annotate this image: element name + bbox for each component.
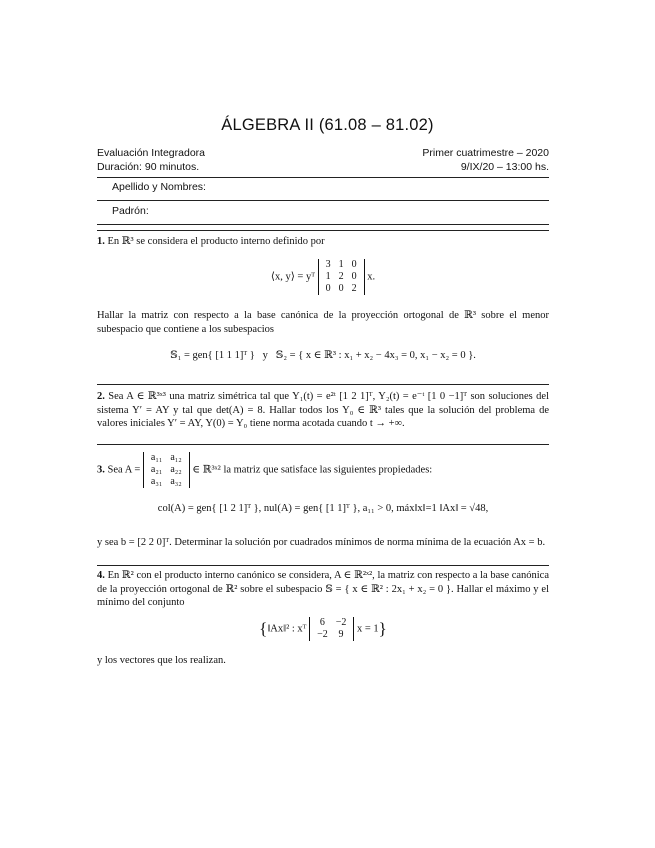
- evaluation-type: Evaluación Integradora: [97, 147, 205, 159]
- divider: [97, 565, 549, 566]
- matrix-entry: a₂₂: [170, 464, 182, 475]
- matrix-entry: 9: [338, 629, 344, 640]
- duration: Duración: 90 minutos.: [97, 161, 200, 173]
- matrix-entry: a₃₁: [150, 476, 163, 487]
- header-right: [422, 146, 549, 174]
- matrix-entry: a₃₂: [170, 476, 182, 487]
- problem-1-intro: 1. En ℝ³ se considera el producto interno definido por: [97, 236, 325, 247]
- problem-2: 2. Sea A ∈ ℝ³ˣ³ una matriz simétrica tal que Y₁(t) = e²ᵗ [1 2 1]ᵀ, Y₂(t) = e⁻ᵗ [1 0 −1]ᵀ son soluciones del sistema Y′ = AY y tal que det(A) = 8. Hallar todos los Y₀ ∈ ℝ³ tales que la solución del problema de valores iniciales Y′ = AY, Y(0) = Y₀ tiene norma acotada cuando t → +∞.: [97, 391, 550, 429]
- problem-4-tail: y los vectores que los realizan.: [97, 655, 226, 666]
- divider: [97, 384, 549, 385]
- divider: [97, 177, 549, 178]
- matrix-entry: 0: [351, 271, 357, 282]
- problem-1-inner-product: ⟨x, y⟩ = yᵀ 3 1 0 1 2 0 0 0 2 x.: [270, 259, 376, 294]
- divider: [97, 230, 549, 231]
- problem-3-intro: 3. Sea A = a₁₁ a₁₂ a₂₁ a₂₂ a₃₁ a₃₂ ∈ ℝ³ˣ² la matriz que satisface las siguientes propiedades:: [97, 452, 433, 487]
- matrix-entry: a₁₂: [170, 452, 182, 463]
- matrix-entry: 0: [351, 259, 357, 270]
- exam-title: ÁLGEBRA II (61.08 – 81.02): [221, 116, 434, 134]
- problem-1-matrix: [318, 259, 365, 295]
- divider: [97, 224, 549, 225]
- matrix-entry: 2: [351, 283, 357, 294]
- problem-1-subspaces: 𝕊₁ = gen{ [1 1 1]ᵀ } y 𝕊₂ = { x ∈ ℝ³ : x₁ + x₂ − 4x₃ = 0, x₁ − x₂ = 0 }.: [170, 350, 476, 361]
- divider: [97, 200, 549, 201]
- problem-1-body: Hallar la matriz con respecto a la base canónica de la proyección ortogonal de ℝ³ sobre el menor subespacio que contiene a los subespacios: [97, 310, 549, 335]
- problem-4-set: {‖Ax‖² : xᵀ 6 −2 −2 9 x = 1}: [259, 617, 387, 640]
- date-time: 9/IX/20 – 13:00 hs.: [460, 161, 549, 173]
- matrix-entry: 0: [338, 283, 344, 294]
- matrix-entry: a₂₁: [150, 464, 163, 475]
- problem-3-conditions: col(A) = gen{ [1 2 1]ᵀ }, nul(A) = gen{ [1 1]ᵀ }, a₁₁ > 0, máx‖x‖=1 ‖Ax‖ = √48,: [157, 503, 489, 514]
- problem-4-text: 4. En ℝ² con el producto interno canónico se considera, A ∈ ℝ²ˣ², la matriz con respecto a la base canónica de la proyección ortogonal de ℝ² sobre el subespacio 𝕊 = { x ∈ ℝ² : 2x₁ + x₂ = 0 }. Hallar el máximo y el mínimo del conjunto: [97, 570, 549, 608]
- name-field-label: Apellido y Nombres:: [112, 181, 206, 193]
- padron-field-label: Padrón:: [112, 205, 149, 217]
- matrix-entry: 2: [338, 271, 344, 282]
- header-left: [97, 146, 205, 174]
- divider: [97, 444, 549, 445]
- matrix-entry: −2: [335, 617, 347, 628]
- problem-3-body: y sea b = [2 2 0]ᵀ. Determinar la solución por cuadrados mínimos de norma mínima de la ecuación Ax = b.: [97, 537, 546, 548]
- matrix-entry: 1: [325, 271, 331, 282]
- problem-4-matrix: [309, 617, 354, 641]
- matrix-entry: −2: [317, 629, 328, 640]
- matrix-entry: 0: [325, 283, 331, 294]
- problem-3-matrix: [143, 452, 190, 488]
- matrix-entry: 1: [338, 259, 344, 270]
- matrix-entry: 6: [319, 617, 325, 628]
- matrix-entry: 3: [325, 259, 331, 270]
- term: Primer cuatrimestre – 2020: [422, 147, 549, 159]
- matrix-entry: a₁₁: [150, 452, 163, 463]
